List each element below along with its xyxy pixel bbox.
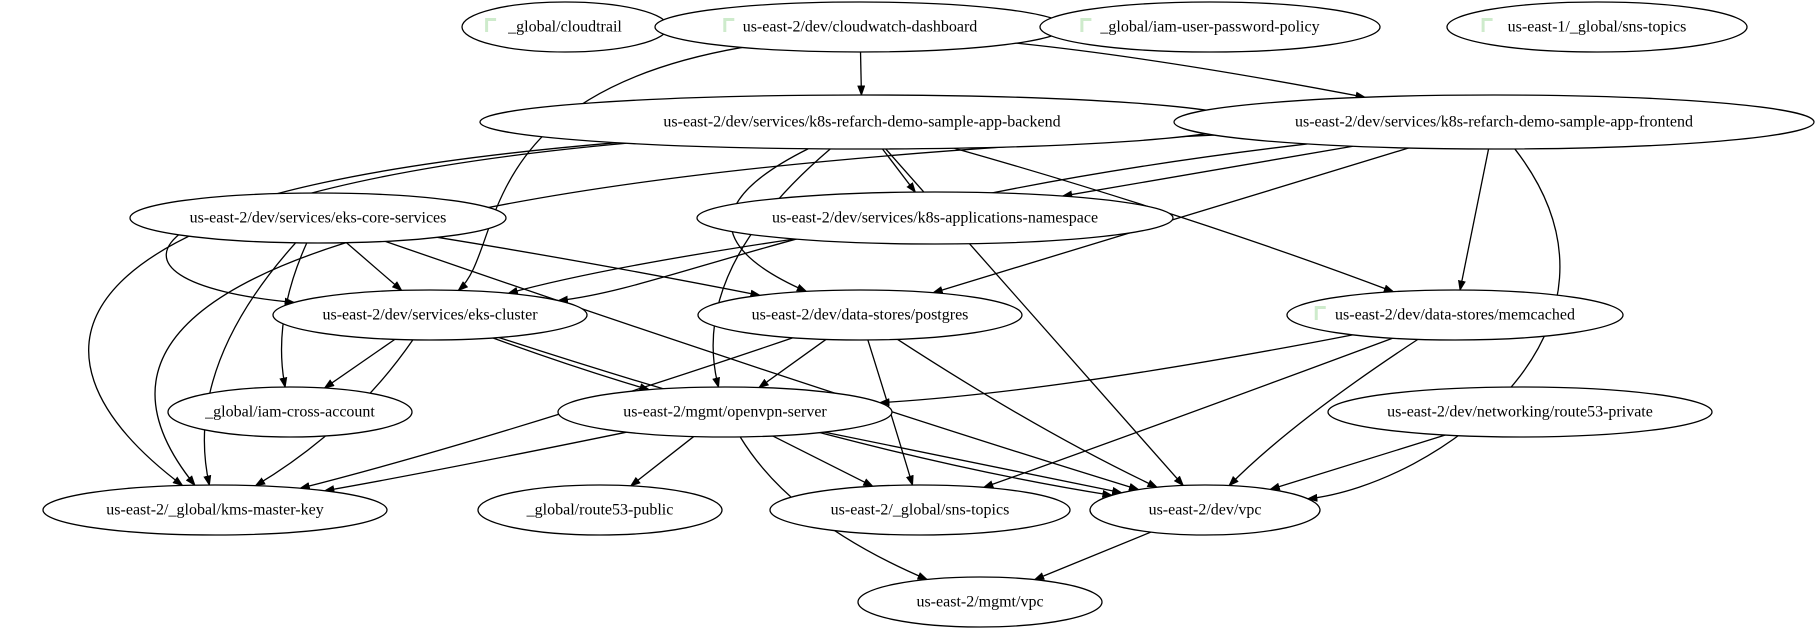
node-label: us-east-2/_global/kms-master-key [106,501,324,519]
node-label: us-east-2/dev/services/k8s-refarch-demo-sample-app-frontend [1294,113,1694,131]
graph-node-postgres [698,290,1022,340]
graph-node-route53-private [1328,387,1712,437]
graph-node-cloudtrail [462,2,668,52]
graph-node-kms-master-key [43,485,387,535]
node-label: us-east-2/dev/networking/route53-private [1387,403,1653,421]
node-layer [43,2,1814,627]
node-label: us-east-2/mgmt/vpc [916,593,1044,611]
node-label: us-east-2/dev/data-stores/memcached [1335,306,1575,324]
edge-sample-app-backend-to-openvpn-server [713,149,830,387]
node-label: us-east-2/dev/services/k8s-refarch-demo-sample-app-backend [663,113,1061,131]
node-label: _global/iam-cross-account [205,403,375,421]
edge-cloudwatch-dashboard-to-sample-app-backend [861,52,862,95]
node-label: us-east-2/dev/vpc [1148,501,1262,519]
node-label: us-east-1/_global/sns-topics [1507,18,1687,36]
graph-node-sns-topics-us-east-2 [770,485,1070,535]
node-label: _global/cloudtrail [508,18,622,36]
graph-node-cloudwatch-dashboard [655,2,1065,52]
edge-vpc-to-mgmt-vpc [1035,532,1151,580]
edge-sample-app-frontend-to-memcached [1460,149,1488,290]
edge-openvpn-server-to-kms-master-key [325,432,627,491]
edge-eks-cluster-to-iam-cross-account [325,339,395,388]
edge-eks-core-services-to-postgres [437,237,759,295]
edge-postgres-to-openvpn-server [759,339,826,387]
edge-openvpn-server-to-sns-topics-us-east-2 [773,436,873,486]
edge-route53-private-to-vpc [1270,435,1445,489]
edge-sample-app-frontend-to-k8s-applications-namespace [1063,146,1353,196]
edge-memcached-to-openvpn-server [880,335,1353,403]
graph-node-eks-core-services [130,193,506,243]
node-label: us-east-2/dev/services/k8s-applications-namespace [771,209,1099,227]
edge-eks-core-services-to-eks-cluster [347,243,402,291]
node-label: us-east-2/mgmt/openvpn-server [623,403,827,421]
edge-openvpn-server-to-route53-public [631,437,694,486]
node-label: _global/route53-public [526,501,674,519]
node-label: us-east-2/dev/services/eks-core-services [189,209,447,227]
graph-node-iam-cross-account [168,387,412,437]
graph-node-mgmt-vpc [858,577,1102,627]
graph-node-sample-app-backend [480,95,1244,149]
node-label: _global/iam-user-password-policy [1100,18,1320,36]
graph-node-sns-topics-us-east-1 [1447,2,1747,52]
edge-eks-cluster-to-openvpn-server [493,338,649,390]
graph-node-openvpn-server [558,387,892,437]
graph-node-eks-cluster [273,290,587,340]
graph-node-route53-public [478,485,722,535]
graph-node-memcached [1287,290,1623,340]
graph-node-sample-app-frontend [1174,95,1814,149]
node-label: us-east-2/_global/sns-topics [830,501,1010,519]
node-label: us-east-2/dev/services/eks-cluster [322,306,538,324]
edge-k8s-applications-namespace-to-eks-cluster [508,239,794,293]
graph-node-k8s-applications-namespace [697,192,1173,244]
edge-postgres-to-vpc [897,339,1157,487]
node-label: us-east-2/dev/cloudwatch-dashboard [742,18,978,36]
node-label: us-east-2/dev/data-stores/postgres [751,306,969,324]
graph-node-iam-user-password-policy [1040,2,1380,52]
edge-eks-core-services-to-vpc [385,241,1138,489]
graph-node-vpc [1090,485,1320,535]
